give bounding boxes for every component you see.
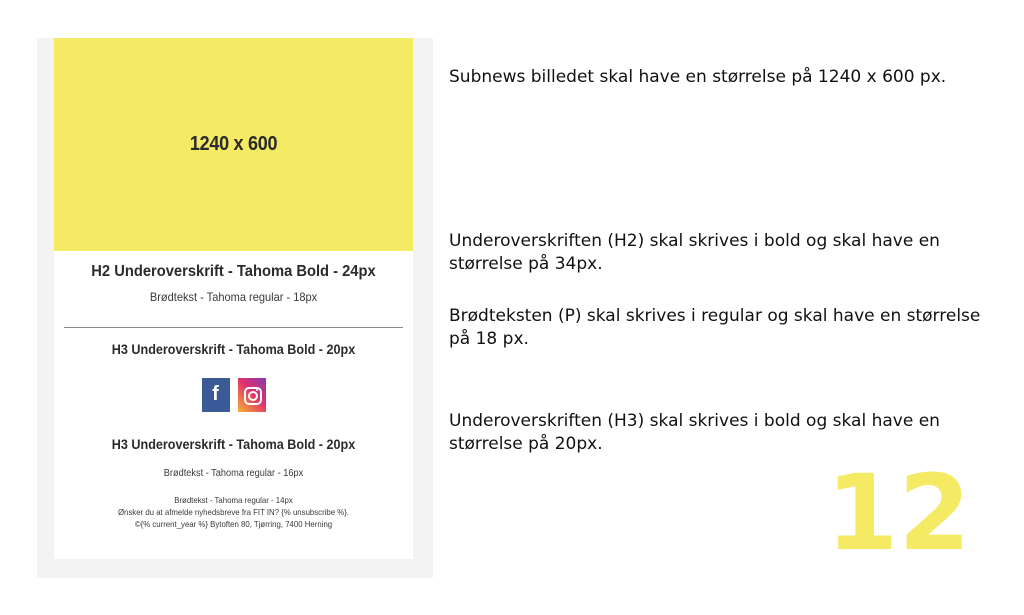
note-image-size: Subnews billedet skal have en størrelse på 1240 x 600 px.: [449, 67, 947, 87]
instagram-icon-lens: [248, 391, 258, 401]
newsletter-card: [54, 38, 413, 559]
h3-heading-sample-second: H3 Underoverskrift - Tahoma Bold - 20px: [111, 436, 356, 452]
body-text-18-sample: Brødtekst - Tahoma regular - 18px: [149, 290, 318, 304]
instagram-icon-dot: [256, 389, 258, 391]
footer-address-text: ©{% current_year %} Bytoften 80, Tjørring, 7400 Herning: [134, 519, 333, 529]
h2-heading-sample: H2 Underoverskrift - Tahoma Bold - 24px: [91, 263, 376, 280]
note-paragraph-style: Brødteksten (P) skal skrives i regular og skal have en størrelse på 18 px.: [449, 306, 981, 349]
instagram-icon[interactable]: [238, 378, 266, 412]
social-icons-row: [54, 378, 413, 412]
newsletter-footer: [54, 494, 413, 530]
footer-body-14-sample: Brødtekst - Tahoma regular - 14px: [174, 495, 293, 505]
facebook-icon[interactable]: [202, 378, 230, 412]
note-h2-style: Underoverskriften (H2) skal skrives i bold og skal have en størrelse på 34px.: [449, 231, 940, 274]
note-h3-style: Underoverskriften (H3) skal skrives i bold og skal have en størrelse på 20px.: [449, 411, 940, 454]
section-divider: [64, 327, 403, 328]
newsletter-preview-panel: [37, 38, 433, 578]
h3-heading-sample-first: H3 Underoverskrift - Tahoma Bold - 20px: [111, 341, 356, 357]
page-number: 12: [826, 452, 971, 574]
hero-image-placeholder: [54, 38, 413, 251]
hero-image-size-label: 1240 x 600: [189, 133, 278, 155]
footer-unsubscribe-text: Ønsker du at afmelde nyhedsbreve fra FIT IN? {% unsubscribe %}.: [117, 507, 350, 517]
body-text-16-sample: Brødtekst - Tahoma regular - 16px: [163, 468, 304, 479]
facebook-glyph: f: [212, 383, 219, 405]
